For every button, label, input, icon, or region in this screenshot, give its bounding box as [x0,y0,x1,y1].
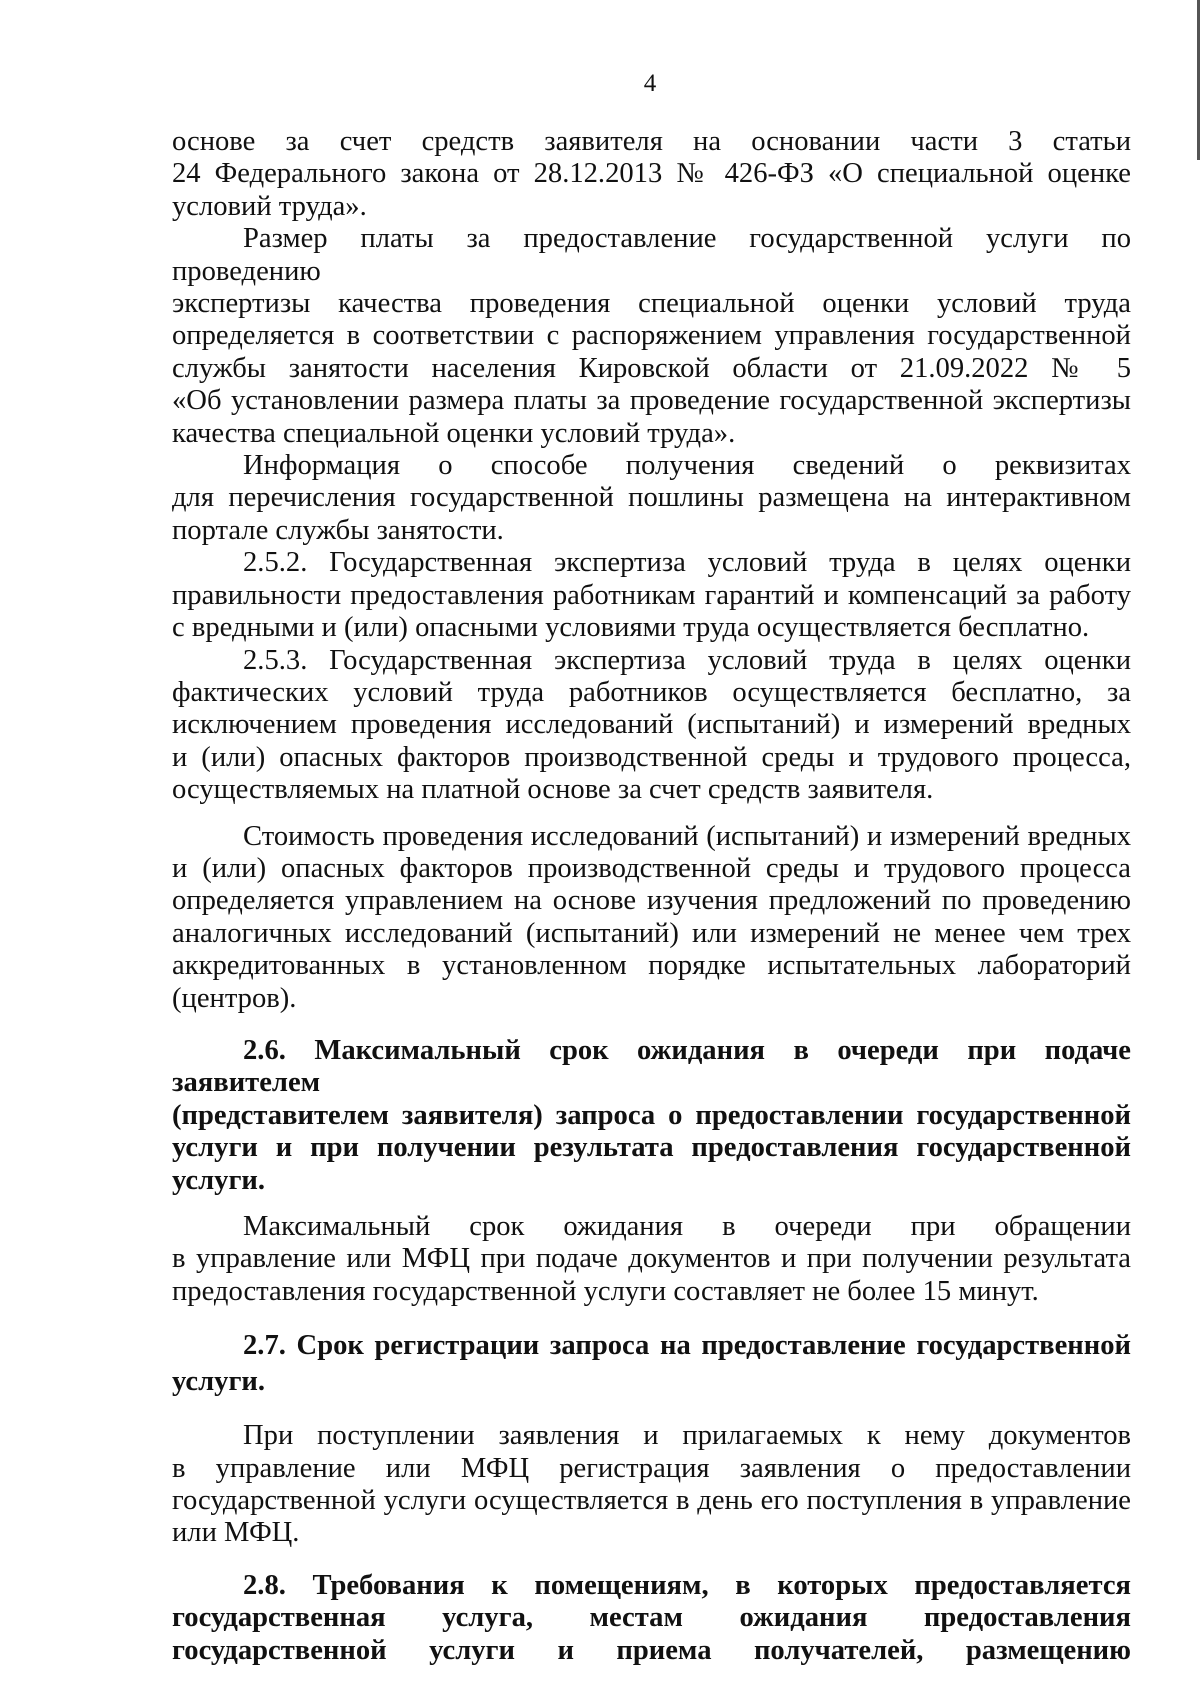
text-line: 2.5.3. Государственная экспертиза условий труда в целях оценки [243,644,1131,676]
text-line: При поступлении заявления и прилагаемых к нему документов [243,1420,1131,1452]
text-line: портале службы занятости. [172,514,504,546]
paragraph-fee-basis-continuation [172,126,1131,223]
heading-line: (представителем заявителя) запроса о предоставлении государственной [172,1099,1131,1131]
heading-line: государственной услуги и приема получателей, размещению [172,1634,1131,1666]
heading-line: государственная услуга, местам ожидания предоставления [172,1602,1131,1634]
section-heading-2-7 [172,1328,1131,1400]
paragraph-2-5-3 [172,645,1131,807]
text-line: Стоимость проведения исследований (испытаний) и измерений вредных [243,820,1131,852]
text-line: в управление или МФЦ регистрация заявления о предоставлении [172,1452,1131,1484]
section-heading-2-6 [172,1035,1131,1197]
paragraph-queue-time [172,1211,1131,1308]
text-line: службы занятости населения Кировской области от 21.09.2022 № 5 [172,352,1131,384]
text-line: фактических условий труда работников осуществляется бесплатно, за [172,676,1131,708]
text-line: с вредными и (или) опасными условиями труда осуществляется бесплатно. [172,612,1090,644]
text-line: Информация о способе получения сведений о реквизитах [243,450,1131,482]
text-line: и (или) опасных факторов производственной среды и трудового процесса [172,852,1131,884]
text-line: основе за счет средств заявителя на основании части 3 статьи [172,126,1131,157]
text-line: качества специальной оценки условий труда». [172,417,736,449]
paragraph-cost-determination [172,821,1131,1015]
text-line: условий труда». [172,190,367,222]
paragraph-request-registration [172,1420,1131,1550]
heading-line: 2.6. Максимальный срок ожидания в очереди при подаче заявителем [172,1034,1131,1099]
page-number: 4 [643,70,657,97]
text-line: 2.5.2. Государственная экспертиза условий труда в целях оценки [243,547,1131,579]
text-line: предоставления государственной услуги составляет не более 15 минут. [172,1275,1039,1307]
text-line: государственной услуги осуществляется в день его поступления в управление [172,1485,1131,1517]
text-line: для перечисления государственной пошлины размещена на интерактивном [172,482,1131,514]
text-line: правильности предоставления работникам гарантий и компенсаций за работу [172,579,1131,611]
section-heading-2-8 [172,1570,1131,1667]
document-body [172,126,1131,1667]
text-line: Размер платы за предоставление государственной услуги по проведению [172,223,1131,287]
paragraph-payment-info [172,450,1131,547]
heading-line: услуги. [172,1164,266,1196]
text-line: или МФЦ. [172,1517,300,1549]
text-line: в управление или МФЦ при подаче документов и при получении результата [172,1243,1131,1275]
text-line: Максимальный срок ожидания в очереди при обращении [243,1211,1131,1242]
text-line: (центров). [172,982,297,1014]
text-line: 24 Федерального закона от 28.12.2013 № 426-ФЗ «О специальной оценке [172,158,1131,190]
text-line: экспертизы качества проведения специальной оценки условий труда [172,288,1131,320]
text-line: определяется в соответствии с распоряжением управления государственной [172,320,1131,352]
text-line: осуществляемых на платной основе за счет средств заявителя. [172,774,934,806]
text-line: аналогичных исследований (испытаний) или измерений не менее чем трех [172,917,1131,949]
text-line: аккредитованных в установленном порядке испытательных лабораторий [172,950,1131,982]
heading-line: услуги и при получении результата предоставления государственной [172,1132,1131,1164]
paragraph-2-5-2 [172,547,1131,644]
text-line: исключением проведения исследований (испытаний) и измерений вредных [172,709,1131,741]
heading-line: услуги. [172,1366,266,1398]
text-line: «Об установлении размера платы за проведение государственной экспертизы [172,385,1131,417]
text-line: и (или) опасных факторов производственной среды и трудового процесса, [172,741,1131,773]
text-line: определяется управлением на основе изучения предложений по проведению [172,885,1131,917]
heading-line: 2.8. Требования к помещениям, в которых предоставляется [243,1569,1131,1601]
paragraph-fee-amount [172,223,1131,450]
heading-line: 2.7. Срок регистрации запроса на предоставление государственной [243,1330,1131,1362]
